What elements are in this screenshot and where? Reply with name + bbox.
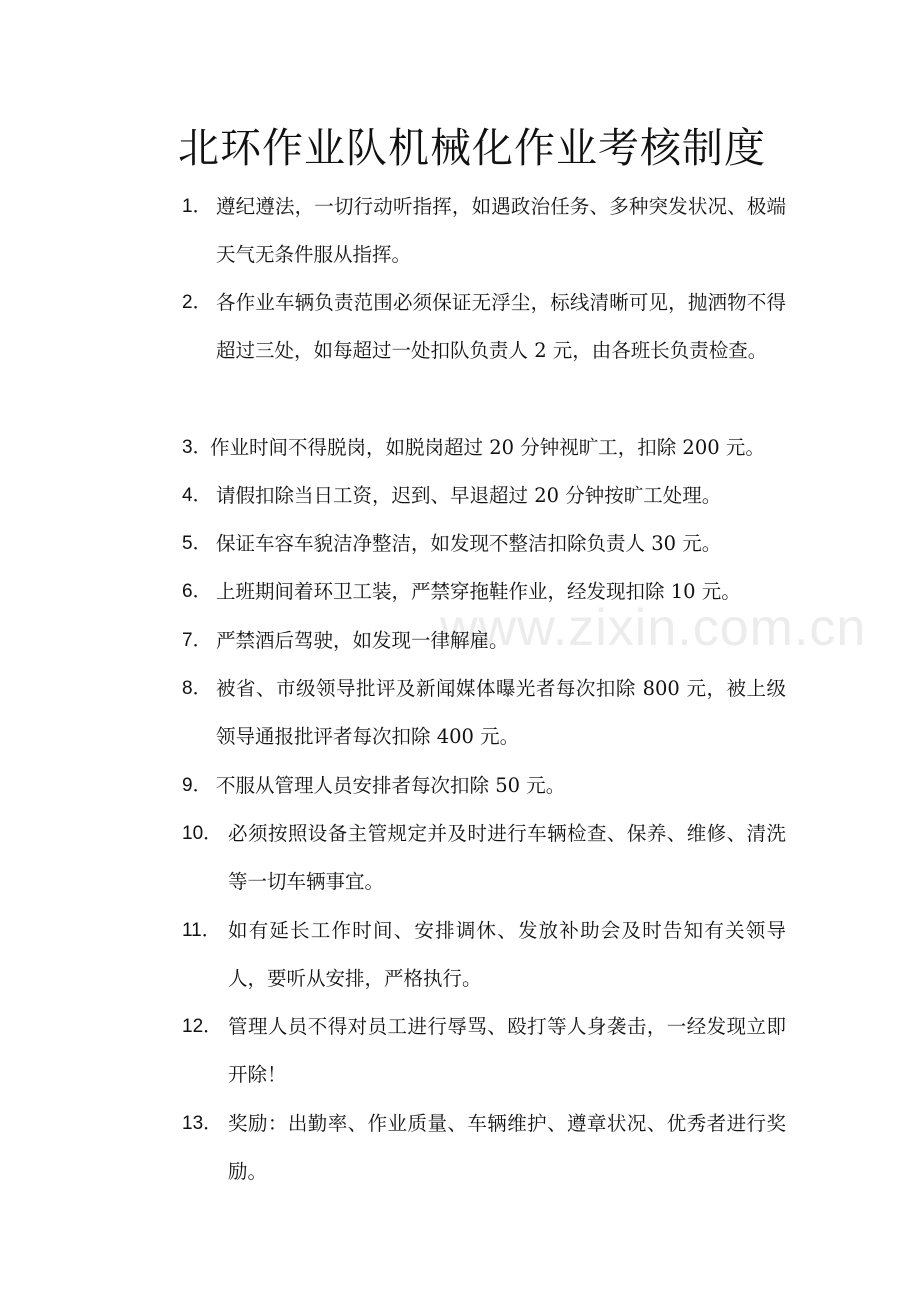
watermark: www.zixin.com.cn <box>440 599 867 657</box>
rule-number: 8． <box>182 678 212 699</box>
rule-text: 上班期间着环卫工装，严禁穿拖鞋作业，经发现扣除 10 元。 <box>216 580 741 603</box>
rule-number: 7． <box>182 630 212 651</box>
rule-number: 13． <box>182 1113 223 1134</box>
rule-text: 严禁酒后驾驶，如发现一律解雇。 <box>216 629 509 652</box>
rule-number: 9． <box>182 775 212 796</box>
rule-number: 4． <box>182 485 212 506</box>
document-title: 北环作业队机械化作业考核制度 <box>178 124 766 172</box>
rule-text: 管理人员不得对员工进行辱骂、殴打等人身袭击，一经发现立即开除！ <box>228 1015 786 1086</box>
rule-number: 6． <box>182 581 212 602</box>
rule-number: 11． <box>182 920 221 941</box>
rule-number: 5． <box>182 533 212 554</box>
rule-text: 不服从管理人员安排者每次扣除 50 元。 <box>216 774 566 797</box>
rule-text: 作业时间不得脱岗，如脱岗超过 20 分钟视旷工，扣除 200 元。 <box>210 436 765 459</box>
rule-text: 各作业车辆负责范围必须保证无浮尘，标线清晰可见，抛洒物不得超过三处，如每超过一处扣队负责人 2 元，由各班长负责检查。 <box>216 291 786 362</box>
rule-number: 3． <box>182 437 212 458</box>
rule-text: 被省、市级领导批评及新闻媒体曝光者每次扣除 800 元，被上级领导通报批评者每次扣除 400 元。 <box>216 677 786 748</box>
rule-text: 必须按照设备主管规定并及时进行车辆检查、保养、维修、清洗等一切车辆事宜。 <box>228 822 786 893</box>
rule-number: 10． <box>182 823 223 844</box>
rule-number: 1． <box>182 196 212 217</box>
rule-text: 遵纪遵法，一切行动听指挥，如遇政治任务、多种突发状况、极端天气无条件服从指挥。 <box>216 195 786 266</box>
rule-text: 如有延长工作时间、安排调休、发放补助会及时告知有关领导人，要听从安排，严格执行。 <box>228 919 786 990</box>
rule-text: 奖励：出勤率、作业质量、车辆维护、遵章状况、优秀者进行奖励。 <box>228 1112 786 1183</box>
rule-text: 请假扣除当日工资，迟到、早退超过 20 分钟按旷工处理。 <box>216 484 722 507</box>
rule-number: 2． <box>182 292 212 313</box>
rule-number: 12． <box>182 1016 223 1037</box>
rule-text: 保证车容车貌洁净整洁，如发现不整洁扣除负责人 30 元。 <box>216 532 722 555</box>
